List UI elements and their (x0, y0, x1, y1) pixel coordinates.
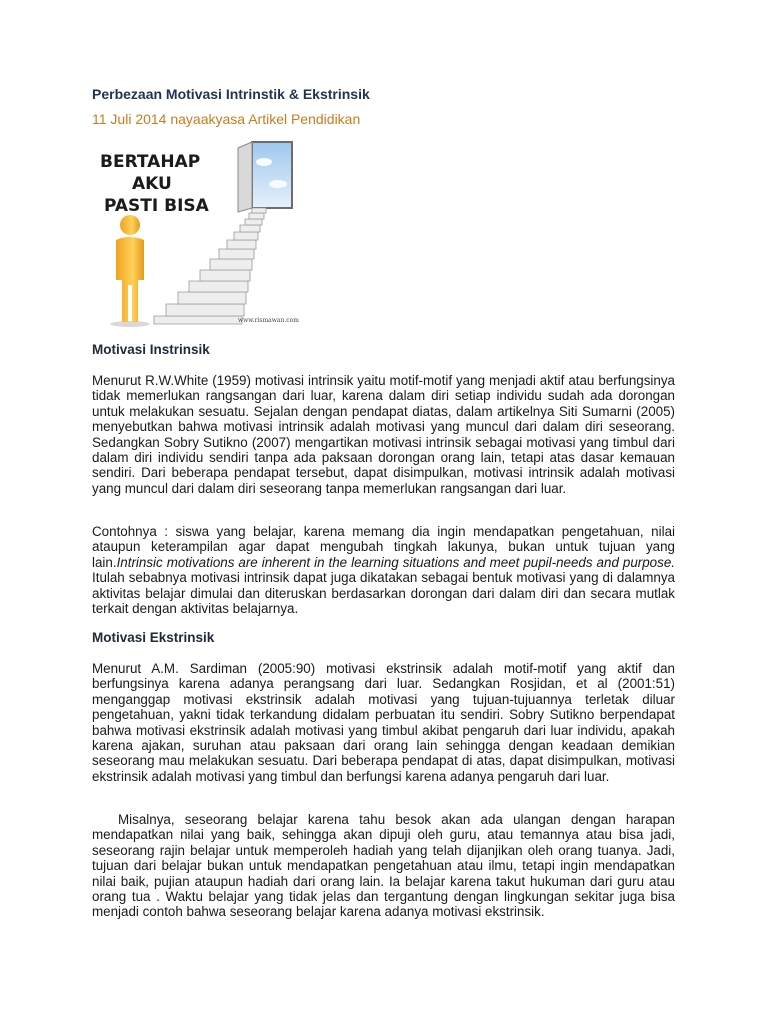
section2-heading: Motivasi Ekstrinsik (92, 630, 215, 645)
article-meta[interactable]: 11 Juli 2014 nayaakyasa Artikel Pendidikan (92, 111, 361, 127)
stairs-door-illustration (92, 140, 316, 328)
section1-heading: Motivasi Instrinsik (92, 342, 210, 357)
image-watermark: www.rismawan.com (238, 317, 299, 324)
article-title: Perbezaan Motivasi Intrinstik & Ekstrinsik (92, 86, 370, 102)
section2-paragraph2: Misalnya, seseorang belajar karena tahu besok akan ada ulangan dengan harapan mendapatkan nilai yang baik, sehingga akan dipuji oleh guru, atau temannya atau bisa jadi, seseorang rajin belajar untuk memperoleh hadiah yang telah dijanjikan oleh orang tuanya. Jadi, tujuan dari belajar bukan untuk mendapatkan pengetahuan atau ilmu, tetapi ingin mendapatkan nilai baik, pujian ataupun hadiah dari orang lain. Ia belajar karena takut hukuman dari guru atau orang tua . Waktu belajar yang tidak jelas dan tergantung dengan lingkungan sekitar juga bisa menjadi contoh bahwa seseorang belajar karena adanya motivasi ekstrinsik. (92, 812, 675, 920)
section1-paragraph2-start: Contohnya : siswa yang belajar, karena memang dia ingin mendapatkan pengetahuan, nilai ataupun keterampilan agar dapat mengubah tingkah lakunya, bukan untuk tujuan yang lain. (92, 524, 675, 570)
section1-paragraph2 (92, 524, 675, 616)
image-text-line2: AKU (132, 174, 172, 194)
section1-paragraph2-quote: Intrinsic motivations are inherent in the learning situations and meet pupil-needs and purpose. (116, 554, 675, 570)
image-text-line1: BERTAHAP (100, 152, 201, 172)
section1-paragraph2-end: Itulah sebabnya motivasi intrinsik dapat juga dikatakan sebagai bentuk motivasi yang di dalamnya aktivitas belajar dimulai dan diteruskan berdasarkan dorongan dari dalam diri dan secara mutlak terkait dengan aktivitas belajarnya. (92, 570, 675, 617)
motivation-illustration (92, 140, 316, 328)
section2-paragraph1: Menurut A.M. Sardiman (2005:90) motivasi ekstrinsik adalah motif-motif yang aktif dan berfungsinya karena adanya perangsang dari luar. Sedangkan Rosjidan, et al (2001:51) menganggap motivasi ekstrinsik adalah motivasi yang tujuan-tujuannya terletak diluar pengetahuan, yakni tidak terkandung didalam perbuatan itu sendiri. Sobry Sutikno berpendapat bahwa motivasi ekstrinsik adalah motivasi yang timbul akibat pengaruh dari luar individu, apakah karena ajakan, suruhan atau paksaan dari orang lain sehingga dengan keadaan demikian seseorang mau melakukan sesuatu. Dari beberapa pendapat di atas, dapat disimpulkan, motivasi ekstrinsik adalah motivasi yang timbul dan berfungsi karena adanya pengaruh dari luar. (92, 661, 675, 784)
section1-paragraph1: Menurut R.W.White (1959) motivasi intrinsik yaitu motif-motif yang menjadi aktif atau berfungsinya tidak memerlukan rangsangan dari luar, karena dalam diri setiap individu sudah ada dorongan untuk melakukan sesuatu. Sejalan dengan pendapat diatas, dalam artikelnya Siti Sumarni (2005) menyebutkan bahwa motivasi intrinsik adalah motivasi yang muncul dari dalam diri seseorang. Sedangkan Sobry Sutikno (2007) mengartikan motivasi intrinsik sebagai motivasi yang timbul dari dalam diri individu sendiri tanpa ada paksaan dorongan orang lain, tetapi atas dasar kemauan sendiri. Dari beberapa pendapat tersebut, dapat disimpulkan, motivasi intrinsik adalah motivasi yang muncul dari dalam diri seseorang tanpa memerlukan rangsangan dari luar. (92, 373, 675, 496)
image-text-line3: PASTI BISA (104, 196, 209, 216)
